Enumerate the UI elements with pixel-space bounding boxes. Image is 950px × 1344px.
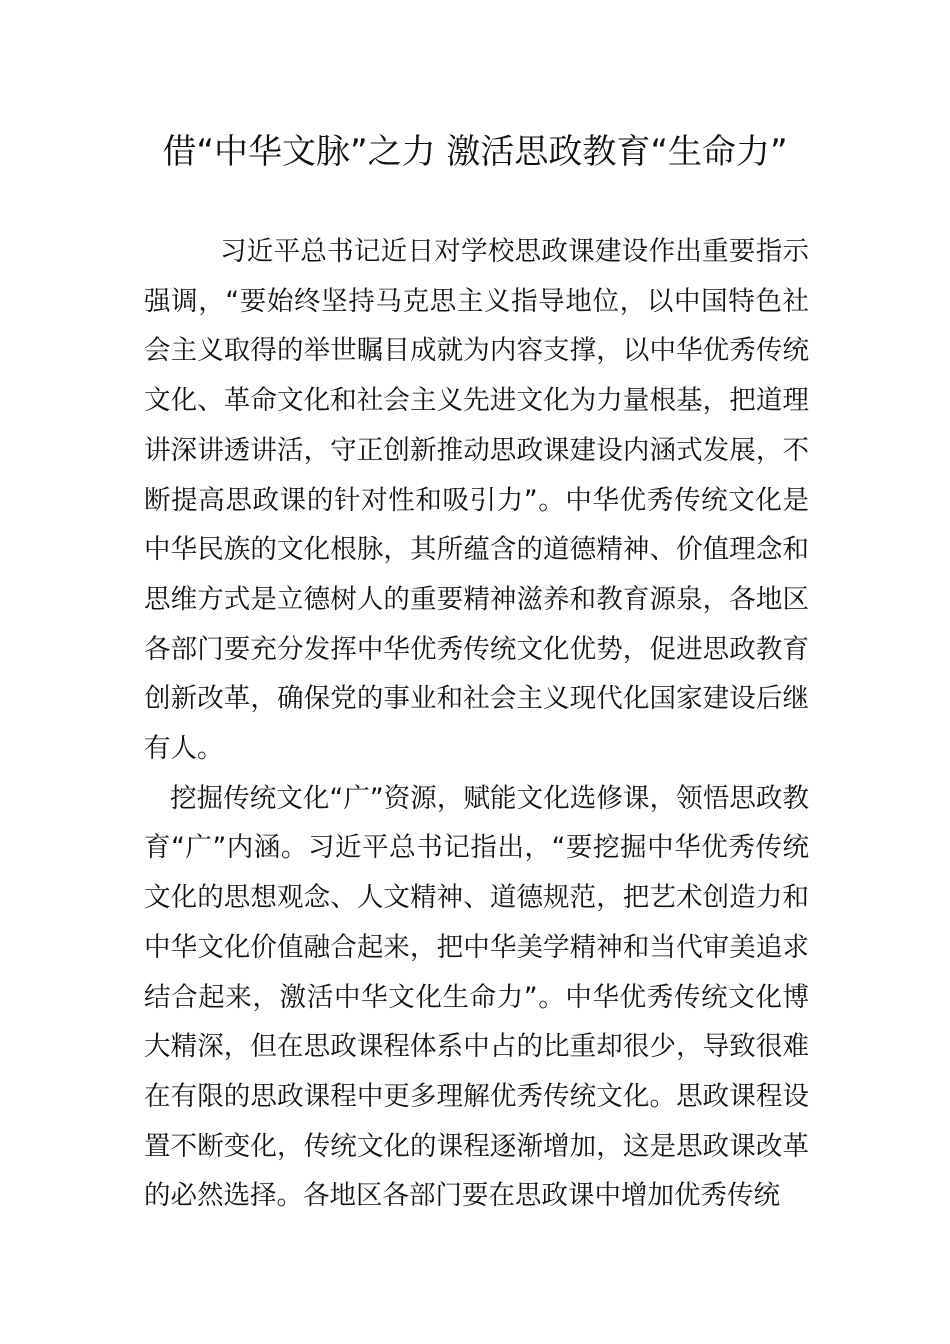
document-body [144, 227, 809, 1221]
paragraph-1: 习近平总书记近日对学校思政课建设作出重要指示强调，“要始终坚持马克思主义指导地位，以中国特色社会主义取得的举世瞩目成就为内容支撑，以中华优秀传统文化、革命文化和社会主义先进文化为力量根基，把道理讲深讲透讲活，守正创新推动思政课建设内涵式发展，不断提高思政课的针对性和吸引力”。中华优秀传统文化是中华民族的文化根脉，其所蕴含的道德精神、价值理念和思维方式是立德树人的重要精神滋养和教育源泉，各地区各部门要充分发挥中华优秀传统文化优势，促进思政教育创新改革，确保党的事业和社会主义现代化国家建设后继有人。 [144, 236, 809, 765]
paragraph-2: 挖掘传统文化“广”资源，赋能文化选修课，领悟思政教育“广”内涵。习近平总书记指出，“要挖掘中华优秀传统文化的思想观念、人文精神、道德规范，把艺术创造力和中华文化价值融合起来，把中华美学精神和当代审美追求结合起来，激活中华文化生命力”。中华优秀传统文化博大精深，但在思政课程体系中占的比重却很少，导致很难在有限的思政课程中更多理解优秀传统文化。思政课程设置不断变化，传统文化的课程逐渐增加，这是思政课改革的必然选择。各地区各部门要在思政课中增加优秀传统 [144, 782, 809, 1212]
document-title: 借“中华文脉”之力 激活思政教育“生命力” [162, 132, 788, 172]
